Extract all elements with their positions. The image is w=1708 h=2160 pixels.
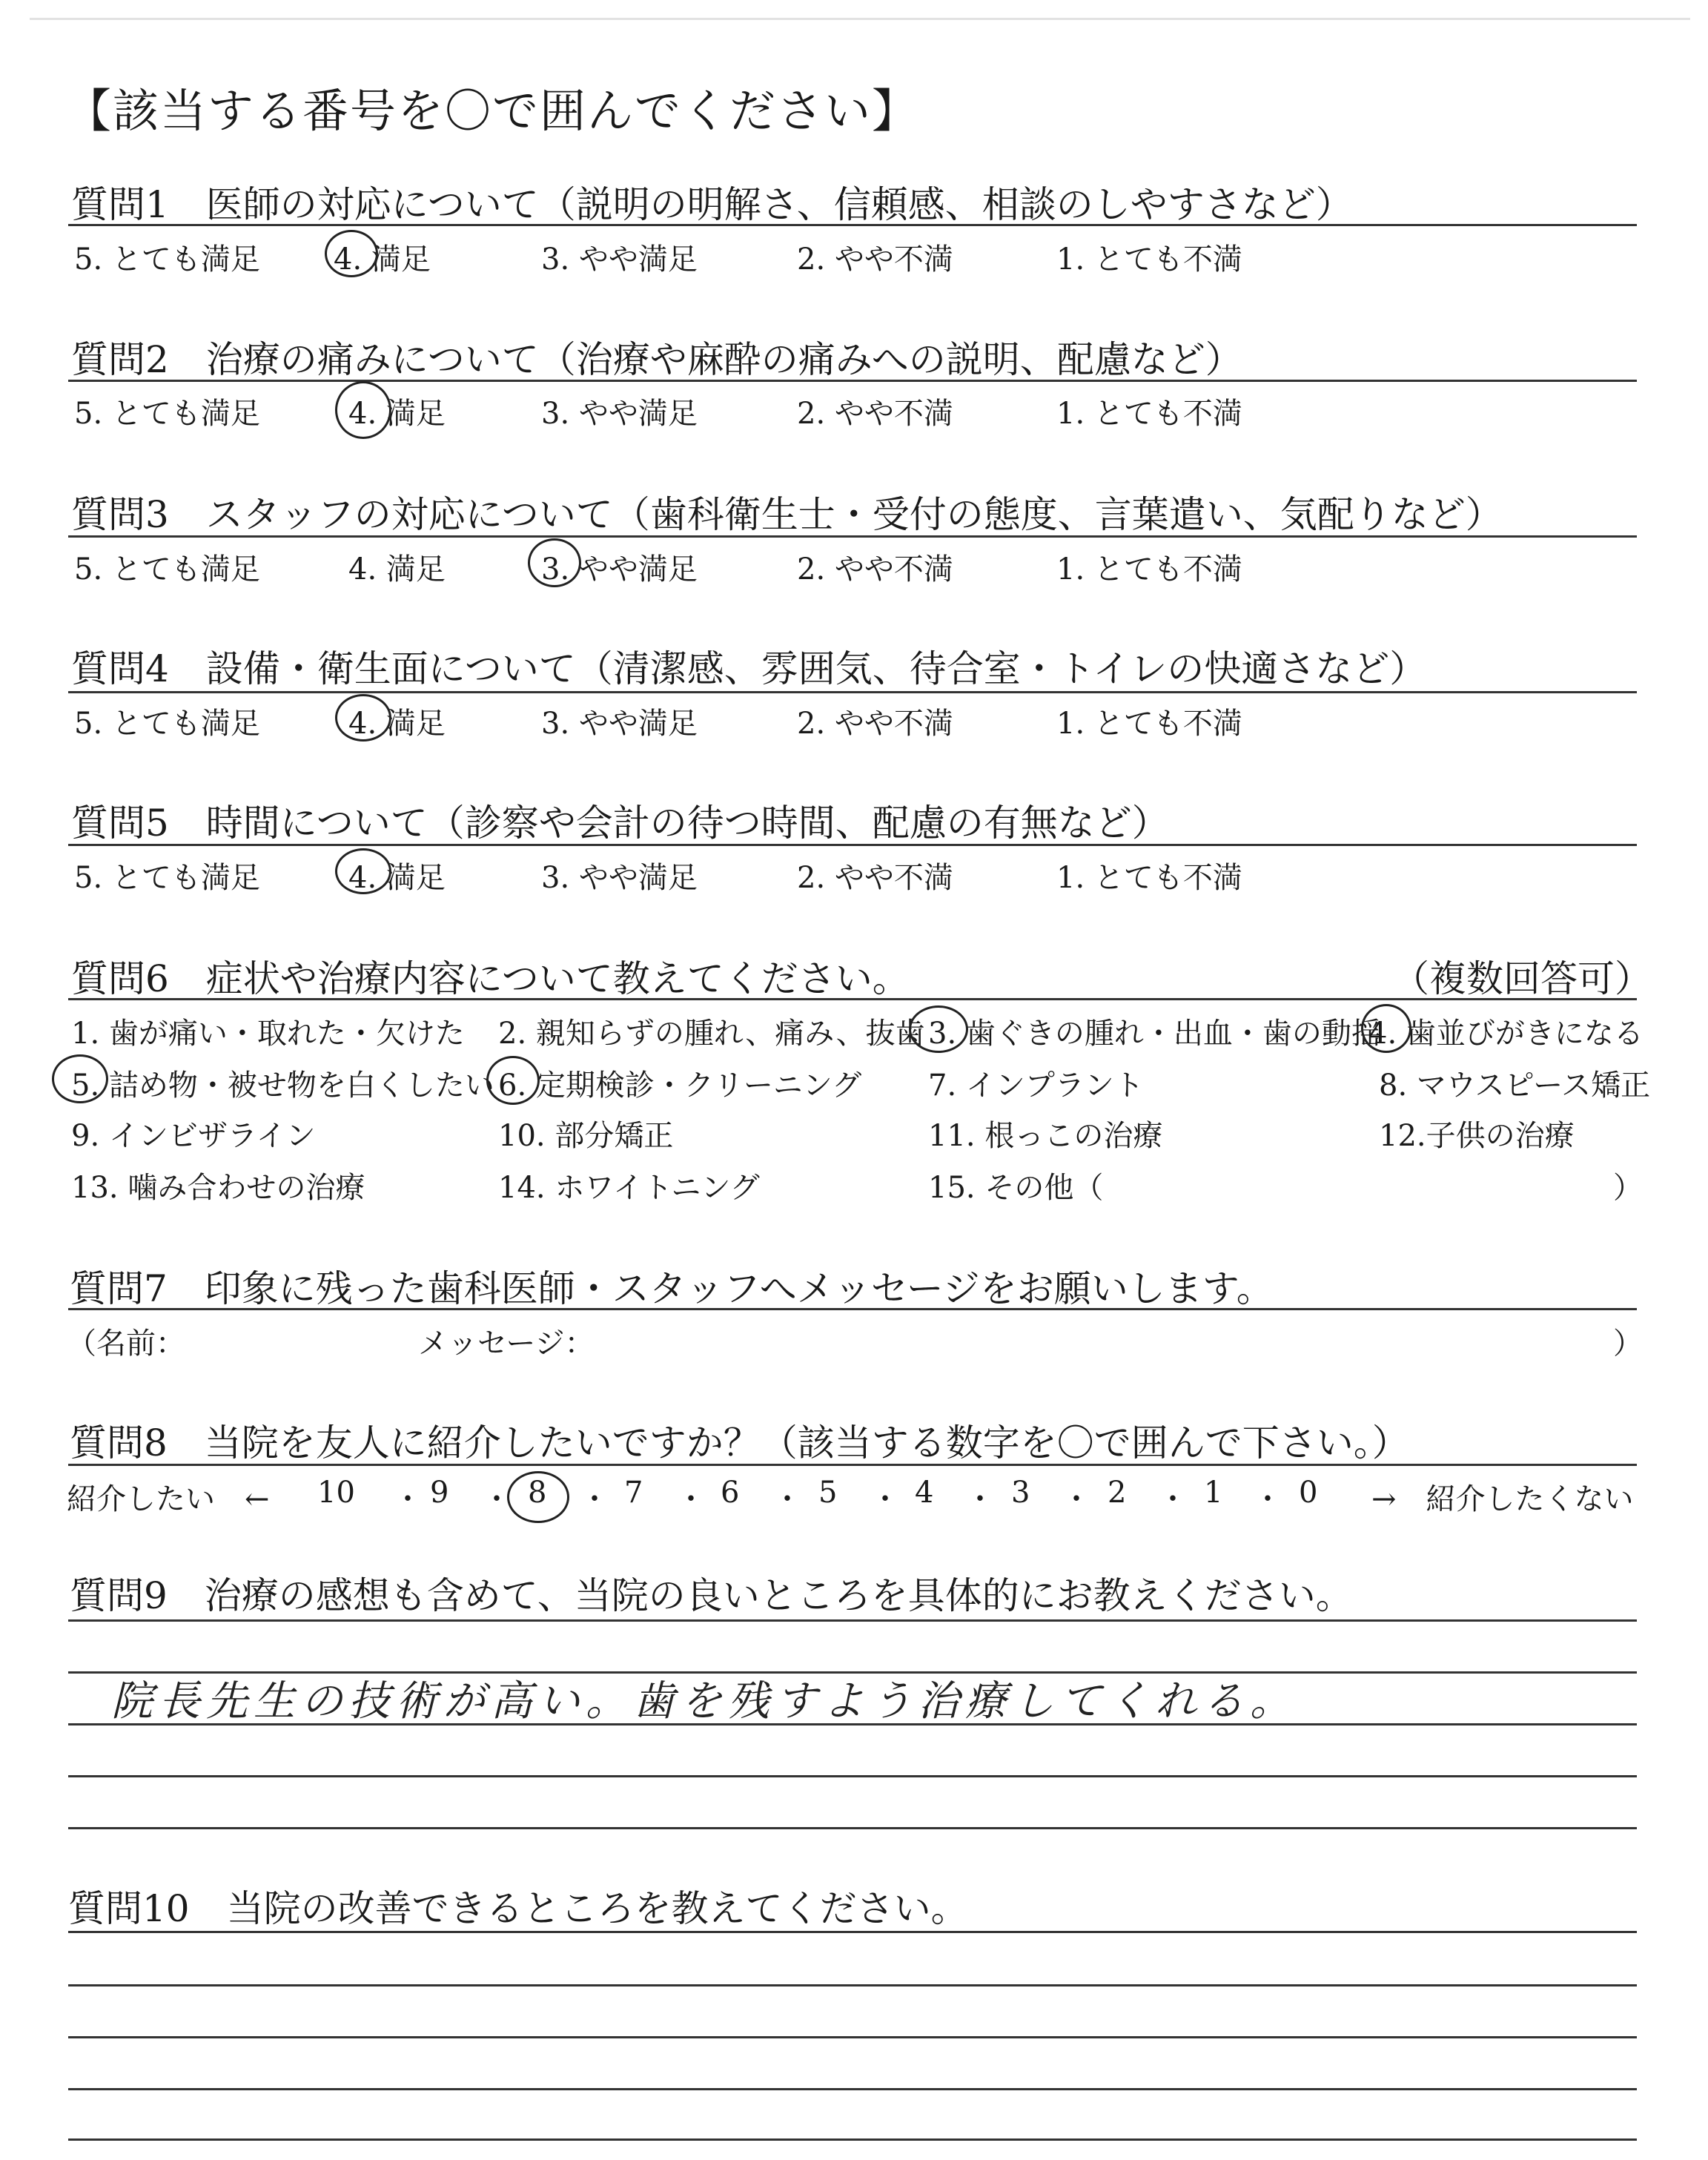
answer-line xyxy=(68,2138,1637,2141)
q2-option-4[interactable]: 4. 満足 xyxy=(348,397,446,431)
q8-number-3[interactable]: 3 xyxy=(1011,1476,1030,1510)
q8-right-label: → 紹介したくない xyxy=(1371,1482,1634,1516)
q3-selection-circle xyxy=(528,538,581,587)
q6-option-8[interactable]: 8. マウスピース矯正 xyxy=(1379,1069,1651,1103)
q6-option-10[interactable]: 10. 部分矯正 xyxy=(498,1119,674,1153)
divider xyxy=(68,380,1637,382)
q6-option-2[interactable]: 2. 親知らずの腫れ、痛み、抜歯 xyxy=(498,1017,925,1051)
q8-number-10[interactable]: 10 xyxy=(317,1476,355,1510)
question-6-note: （複数回答可） xyxy=(1392,957,1652,1000)
question-6-label: 質問6 症状や治療内容について教えてください。 xyxy=(71,957,910,1000)
question-8-label: 質問8 当院を友人に紹介したいですか？（該当する数字を〇で囲んで下さい。） xyxy=(70,1421,1409,1464)
q9-handwritten-answer: 院長先生の技術が高い。歯を残すよう治療してくれる。 xyxy=(111,1677,1297,1725)
q6-option-4[interactable]: 4. 歯並びがきになる xyxy=(1368,1017,1644,1051)
q1-option-1[interactable]: 1. とても不満 xyxy=(1056,242,1242,277)
divider xyxy=(68,535,1637,538)
q6-option-6[interactable]: 6. 定期検診・クリーニング xyxy=(498,1069,862,1103)
q8-selection-circle xyxy=(507,1471,569,1523)
q3-option-5[interactable]: 5. とても満足 xyxy=(74,552,260,587)
q8-number-7[interactable]: 7 xyxy=(624,1476,643,1510)
q1-option-4[interactable]: 4. 満足 xyxy=(334,242,431,277)
question-4-label: 質問4 設備・衛生面について（清潔感、雰囲気、待合室・トイレの快適さなど） xyxy=(71,647,1427,690)
q4-option-4[interactable]: 4. 満足 xyxy=(348,707,446,741)
divider xyxy=(68,1308,1637,1310)
q5-selection-circle xyxy=(335,848,391,894)
q6-option-9[interactable]: 9. インビザライン xyxy=(71,1119,316,1153)
q8-number-2[interactable]: 2 xyxy=(1108,1476,1127,1510)
q5-option-2[interactable]: 2. やや不満 xyxy=(797,861,953,895)
q6-other-close: ） xyxy=(1613,1171,1643,1205)
q8-separator: ・ xyxy=(1158,1482,1188,1516)
q8-number-9[interactable]: 9 xyxy=(430,1476,449,1510)
q2-option-2[interactable]: 2. やや不満 xyxy=(797,397,953,431)
q6-option-3-circle xyxy=(909,1005,968,1053)
answer-line xyxy=(68,1827,1637,1829)
q8-number-0[interactable]: 0 xyxy=(1299,1476,1318,1510)
q6-option-7[interactable]: 7. インプラント xyxy=(928,1069,1144,1103)
q4-option-1[interactable]: 1. とても不満 xyxy=(1056,707,1242,741)
q5-option-4[interactable]: 4. 満足 xyxy=(348,861,446,895)
q5-option-1[interactable]: 1. とても不満 xyxy=(1056,861,1242,895)
answer-line xyxy=(68,1775,1637,1777)
q1-option-2[interactable]: 2. やや不満 xyxy=(797,242,953,277)
q2-selection-circle xyxy=(335,381,391,439)
divider xyxy=(68,1619,1637,1622)
divider xyxy=(68,844,1637,846)
q6-option-4-circle xyxy=(1361,1004,1411,1053)
q8-number-6[interactable]: 6 xyxy=(721,1476,740,1510)
q2-option-1[interactable]: 1. とても不満 xyxy=(1056,397,1242,431)
q2-option-3[interactable]: 3. やや満足 xyxy=(541,397,698,431)
question-5-label: 質問5 時間について（診察や会計の待つ時間、配慮の有無など） xyxy=(71,802,1169,845)
q4-option-3[interactable]: 3. やや満足 xyxy=(541,707,698,741)
q8-separator: ・ xyxy=(870,1482,900,1516)
q8-left-label: 紹介したい ← xyxy=(67,1482,270,1516)
q2-option-5[interactable]: 5. とても満足 xyxy=(74,397,260,431)
q7-close: ） xyxy=(1613,1327,1643,1361)
q6-option-6-circle xyxy=(486,1056,540,1105)
question-3-label: 質問3 スタッフの対応について（歯科衛生士・受付の態度、言葉遣い、気配りなど） xyxy=(71,493,1503,536)
q6-option-3[interactable]: 3. 歯ぐきの腫れ・出血・歯の動揺 xyxy=(928,1017,1381,1051)
scan-edge xyxy=(30,18,1690,20)
q8-separator: ・ xyxy=(772,1482,802,1516)
answer-line xyxy=(68,2036,1637,2038)
q6-option-13[interactable]: 13. 噛み合わせの治療 xyxy=(71,1171,365,1205)
q8-separator: ・ xyxy=(1253,1482,1282,1516)
question-9-label: 質問9 治療の感想も含めて、当院の良いところを具体的にお教えください。 xyxy=(70,1574,1353,1617)
q7-name-label: （名前： xyxy=(67,1327,185,1361)
q8-number-8[interactable]: 8 xyxy=(528,1476,547,1510)
question-10-label: 質問10 当院の改善できるところを教えてください。 xyxy=(68,1887,968,1930)
q6-option-12[interactable]: 12.子供の治療 xyxy=(1379,1119,1575,1153)
divider xyxy=(68,224,1637,226)
q1-selection-circle xyxy=(325,230,378,277)
q8-number-4[interactable]: 4 xyxy=(915,1476,934,1510)
page-title: 【該当する番号を〇で囲んでください】 xyxy=(65,84,920,138)
q3-option-2[interactable]: 2. やや不満 xyxy=(797,552,953,587)
q6-option-14[interactable]: 14. ホワイトニング xyxy=(498,1171,760,1205)
q6-option-5[interactable]: 5. 詰め物・被せ物を白くしたい xyxy=(71,1069,494,1103)
question-1-label: 質問1 医師の対応について（説明の明解さ、信頼感、相談のしやすさなど） xyxy=(71,183,1353,226)
q4-selection-circle xyxy=(335,694,391,742)
q8-separator: ・ xyxy=(482,1482,512,1516)
q8-number-1[interactable]: 1 xyxy=(1204,1476,1223,1510)
q8-separator: ・ xyxy=(393,1482,423,1516)
q4-option-5[interactable]: 5. とても満足 xyxy=(74,707,260,741)
q8-separator: ・ xyxy=(965,1482,995,1516)
q6-option-5-circle xyxy=(52,1054,108,1103)
q3-option-3[interactable]: 3. やや満足 xyxy=(541,552,698,587)
q6-option-1[interactable]: 1. 歯が痛い・取れた・欠けた xyxy=(71,1017,465,1051)
divider xyxy=(68,998,1637,1000)
q5-option-5[interactable]: 5. とても満足 xyxy=(74,861,260,895)
q4-option-2[interactable]: 2. やや不満 xyxy=(797,707,953,741)
q8-number-5[interactable]: 5 xyxy=(818,1476,838,1510)
question-2-label: 質問2 治療の痛みについて（治療や麻酔の痛みへの説明、配慮など） xyxy=(71,338,1242,381)
divider xyxy=(68,1464,1637,1466)
q6-option-11[interactable]: 11. 根っこの治療 xyxy=(928,1119,1163,1153)
q8-separator: ・ xyxy=(580,1482,609,1516)
divider xyxy=(68,1931,1637,1933)
divider xyxy=(68,691,1637,693)
q1-option-5[interactable]: 5. とても満足 xyxy=(74,242,260,277)
q6-option-15[interactable]: 15. その他（ xyxy=(928,1171,1104,1205)
q5-option-3[interactable]: 3. やや満足 xyxy=(541,861,698,895)
q8-separator: ・ xyxy=(1062,1482,1091,1516)
q3-option-1[interactable]: 1. とても不満 xyxy=(1056,552,1242,587)
q8-separator: ・ xyxy=(676,1482,706,1516)
question-7-label: 質問7 印象に残った歯科医師・スタッフへメッセージをお願いします。 xyxy=(70,1267,1274,1310)
answer-line xyxy=(68,1984,1637,1986)
q7-message-label: メッセージ： xyxy=(418,1327,595,1361)
q3-option-4[interactable]: 4. 満足 xyxy=(348,552,446,587)
answer-line xyxy=(68,2088,1637,2090)
q1-option-3[interactable]: 3. やや満足 xyxy=(541,242,698,277)
